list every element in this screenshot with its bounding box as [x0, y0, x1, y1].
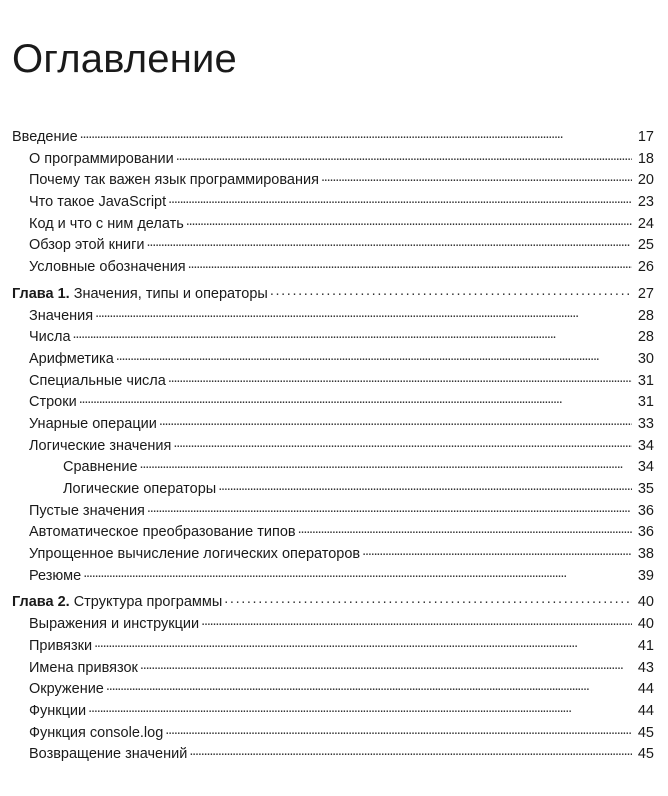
toc-entry[interactable]: [12, 327, 654, 349]
dot-leader: [147, 501, 632, 515]
toc-page-number: 44: [637, 681, 654, 698]
toc-entry[interactable]: [12, 457, 654, 479]
toc-entry-title: Упрощенное вычисление логических операторов: [29, 546, 361, 563]
toc-entry-title: Резюме: [29, 567, 82, 584]
toc-entry[interactable]: [12, 723, 654, 745]
dot-leader: [116, 349, 632, 363]
toc-entry-title: Функция console.log: [29, 724, 164, 741]
dot-leader: [79, 392, 632, 406]
dot-leader: [186, 214, 632, 228]
toc-page-number: 34: [637, 437, 654, 454]
toc-page-number: 45: [637, 724, 654, 741]
toc-entry[interactable]: [12, 306, 654, 328]
dot-leader: [189, 744, 632, 758]
toc-entry-title: Логические операторы: [63, 481, 217, 497]
toc-entry[interactable]: [12, 127, 654, 149]
toc-page-number: 34: [637, 459, 654, 476]
toc-entry[interactable]: [12, 349, 654, 371]
toc-page-number: 43: [637, 659, 654, 676]
toc-entry[interactable]: [12, 149, 654, 171]
toc-entry[interactable]: [12, 414, 654, 436]
toc-entry-title: Специальные числа: [29, 372, 166, 389]
toc-page-number: 36: [637, 524, 654, 541]
toc-page-number: 39: [637, 567, 654, 584]
toc-page-number: 31: [637, 394, 654, 411]
toc-entry[interactable]: [12, 679, 654, 701]
toc-page-number: 28: [637, 307, 654, 324]
toc-page-number: 40: [637, 616, 654, 633]
dot-leader: [321, 170, 632, 184]
dot-leader: [188, 257, 632, 271]
toc-entry-title: Окружение: [29, 681, 104, 698]
toc-entry-title: Условные обозначения: [29, 259, 186, 276]
toc-page-number: 24: [637, 215, 654, 232]
toc-entry-title: Введение: [12, 129, 78, 145]
toc-entry-title: Имена привязок: [29, 659, 138, 676]
page-title: Оглавление: [12, 36, 238, 81]
toc-entry-title: Почему так важен язык программирования: [29, 172, 319, 189]
toc-entry[interactable]: [12, 371, 654, 393]
dot-leader: [218, 479, 632, 493]
toc-entry-title: Значения: [29, 307, 94, 324]
toc-entry-title: Пустые значения: [29, 502, 145, 519]
dot-leader: [95, 306, 632, 320]
dot-leader: [298, 522, 632, 536]
dot-leader: [173, 436, 632, 450]
toc-entry[interactable]: [12, 614, 654, 636]
dot-leader: [106, 679, 632, 693]
toc-entry[interactable]: [12, 170, 654, 192]
dot-leader: [83, 566, 632, 580]
toc-entry[interactable]: [12, 544, 654, 566]
table-of-contents: [12, 127, 654, 766]
toc-page-number: 23: [637, 194, 654, 211]
toc-page-number: 33: [637, 415, 654, 432]
toc-page-number: 25: [637, 237, 654, 254]
toc-entry[interactable]: [12, 235, 654, 257]
toc-page-number: 20: [637, 172, 654, 189]
toc-entry[interactable]: [12, 436, 654, 458]
toc-entry-title: Структура программы: [73, 594, 223, 611]
toc-entry[interactable]: [12, 257, 654, 279]
dot-leader: [147, 235, 633, 249]
dot-leader: [140, 658, 632, 672]
dot-leader: [362, 544, 632, 558]
toc-entry[interactable]: [12, 658, 654, 680]
toc-entry-title: Возвращение значений: [29, 746, 188, 763]
toc-page-number: 41: [637, 637, 654, 654]
toc-entry[interactable]: [12, 701, 654, 723]
toc-page-number: 30: [637, 350, 654, 367]
dot-leader: [224, 592, 632, 606]
toc-entry-title: Значения, типы и операторы: [73, 285, 268, 302]
toc-entry-title: Сравнение: [63, 459, 138, 476]
dot-leader: [159, 414, 632, 428]
dot-leader: [165, 723, 632, 737]
dot-leader: [140, 457, 632, 471]
toc-entry-title: Код и что с ним делать: [29, 215, 184, 232]
toc-entry-title: Обзор этой книги: [29, 237, 145, 254]
toc-page-number: 17: [637, 129, 654, 145]
toc-page-number: 28: [637, 329, 654, 346]
toc-page-number: 38: [637, 546, 654, 563]
dot-leader: [80, 127, 632, 141]
toc-entry[interactable]: [12, 636, 654, 658]
toc-chapter-entry[interactable]: [12, 284, 654, 306]
toc-page-number: 36: [637, 502, 654, 519]
toc-entry-title: Строки: [29, 394, 77, 411]
toc-page-number: 27: [637, 285, 654, 302]
toc-page-number: 26: [637, 259, 654, 276]
dot-leader: [176, 149, 632, 163]
toc-entry[interactable]: [12, 501, 654, 523]
toc-entry-title: Автоматическое преобразование типов: [29, 524, 296, 541]
toc-entry[interactable]: [12, 522, 654, 544]
dot-leader: [73, 327, 632, 341]
toc-chapter-entry[interactable]: [12, 592, 654, 614]
dot-leader: [168, 371, 632, 385]
dot-leader: [270, 284, 632, 298]
dot-leader: [88, 701, 632, 715]
toc-page-number: 35: [637, 481, 654, 497]
toc-entry-title: Привязки: [29, 637, 93, 654]
toc-entry[interactable]: [12, 744, 654, 766]
chapter-number: Глава 2.: [12, 594, 70, 611]
toc-page-number: 31: [637, 372, 654, 389]
chapter-number: Глава 1.: [12, 285, 70, 302]
dot-leader: [94, 636, 632, 650]
toc-entry-title: Логические значения: [29, 437, 172, 454]
toc-entry-title: Выражения и инструкции: [29, 616, 200, 633]
toc-entry[interactable]: [12, 479, 654, 501]
toc-entry[interactable]: [12, 214, 654, 236]
toc-page-number: 45: [637, 746, 654, 763]
toc-page-number: 44: [637, 702, 654, 719]
dot-leader: [168, 192, 632, 206]
dot-leader: [201, 614, 632, 628]
toc-entry-title: Числа: [29, 329, 71, 346]
toc-entry-title: Унарные операции: [29, 415, 157, 432]
toc-entry[interactable]: [12, 566, 654, 588]
toc-entry[interactable]: [12, 192, 654, 214]
toc-page-number: 18: [637, 150, 654, 167]
toc-entry-title: Функции: [29, 702, 87, 719]
toc-entry-title: Арифметика: [29, 350, 114, 367]
toc-entry[interactable]: [12, 392, 654, 414]
toc-entry-title: О программировании: [29, 150, 174, 167]
toc-entry-title: Что такое JavaScript: [29, 194, 167, 211]
toc-page-number: 40: [637, 594, 654, 611]
